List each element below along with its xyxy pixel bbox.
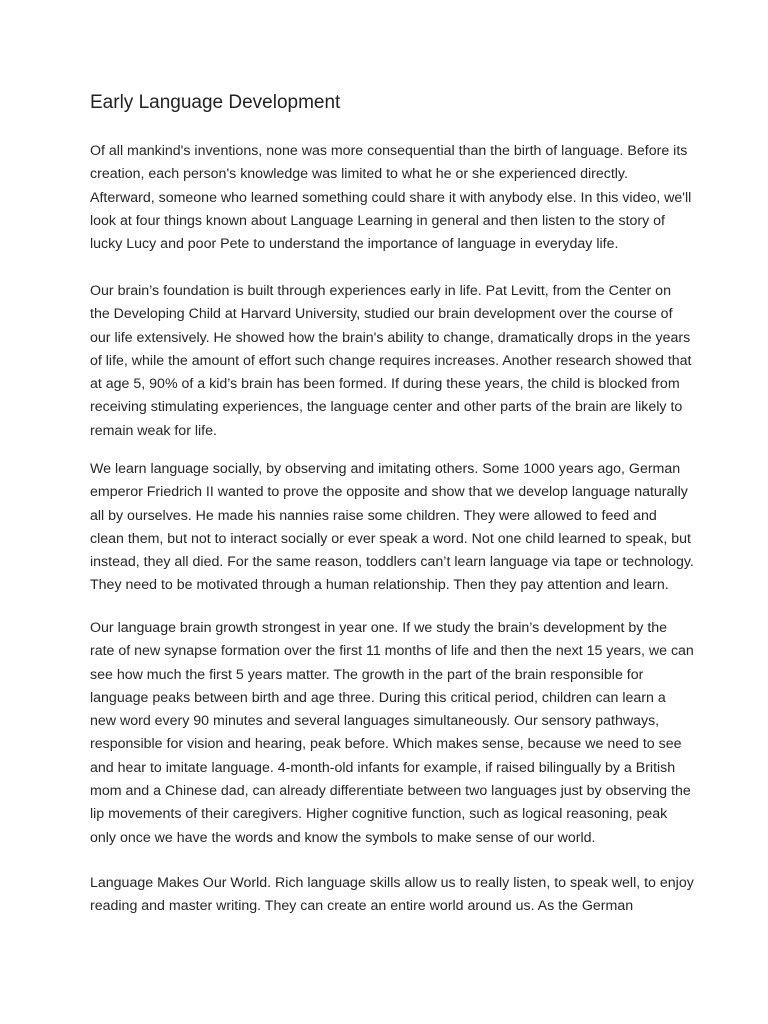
paragraph-line: lucky Lucy and poor Pete to understand the importance of language in everyday life. <box>90 236 619 253</box>
paragraph-line: They need to be motivated through a human relationship. Then they pay attention and learn. <box>90 577 669 594</box>
paragraph-line: remain weak for life. <box>90 422 217 439</box>
paragraph-line: responsible for vision and hearing, peak before. Which makes sense, because we need to see <box>90 736 682 753</box>
paragraph-line: our life extensively. He showed how the brain's ability to change, dramatically drops in the years <box>90 329 691 346</box>
paragraph-line: only once we have the words and know the symbols to make sense of our world. <box>90 829 596 846</box>
paragraph-introduction <box>90 140 691 256</box>
paragraph-line: instead, they all died. For the same reason, toddlers can’t learn language via tape or technology. <box>90 554 694 571</box>
paragraph-line: language peaks between birth and age three. During this critical period, children can learn a <box>90 689 666 706</box>
paragraph-line: all by ourselves. He made his nannies raise some children. They were allowed to feed and <box>90 507 657 524</box>
paragraph-line: see how much the first 5 years matter. The growth in the part of the brain responsible for <box>90 666 644 683</box>
paragraph-brain-foundation <box>90 280 691 443</box>
paragraph-line: We learn language socially, by observing and imitating others. Some 1000 years ago, German <box>90 461 681 477</box>
paragraph-line: at age 5, 90% of a kid’s brain has been formed. If during these years, the child is blocked from <box>90 376 680 393</box>
document-title: Early Language Development <box>90 92 341 113</box>
paragraph-line: Of all mankind's inventions, none was more consequential than the birth of language. Before its <box>90 143 688 159</box>
paragraph-line: Afterward, someone who learned something could share it with anybody else. In this video, we'll <box>90 189 692 206</box>
paragraph-line: and hear to imitate language. 4-month-old infants for example, if raised bilingually by a British <box>90 759 676 776</box>
paragraph-line: reading and master writing. They can create an entire world around us. As the German <box>90 898 634 915</box>
paragraph-social-learning <box>90 458 694 598</box>
paragraph-line: new word every 90 minutes and several languages simultaneously. Our sensory pathways, <box>90 713 660 730</box>
paragraph-line: creation, each person's knowledge was limited to what he or she experienced directly. <box>90 166 628 183</box>
paragraph-line: Our language brain growth strongest in year one. If we study the brain’s development by the <box>90 620 668 636</box>
paragraph-line: of life, while the amount of effort such change requires increases. Another research showed that <box>90 352 692 369</box>
paragraph-line: emperor Friedrich II wanted to prove the opposite and show that we develop language naturally <box>90 484 688 501</box>
paragraph-brain-growth <box>90 617 694 850</box>
paragraph-language-world <box>90 872 694 919</box>
paragraph-line: receiving stimulating experiences, the language center and other parts of the brain are likely to <box>90 399 683 416</box>
paragraph-line: Language Makes Our World. Rich language skills allow us to really listen, to speak well, to enjoy <box>90 875 694 891</box>
paragraph-line: lip movements of their caregivers. Higher cognitive function, such as logical reasoning, peak <box>90 806 668 823</box>
paragraph-line: clean them, but not to interact socially or ever speak a word. Not one child learned to speak, but <box>90 530 691 547</box>
paragraph-line: rate of new synapse formation over the first 11 months of life and then the next 15 years, we can <box>90 643 694 660</box>
paragraph-line: Our brain’s foundation is built through experiences early in life. Pat Levitt, from the Center on <box>90 283 671 299</box>
paragraph-line: look at four things known about Language Learning in general and then listen to the story of <box>90 212 665 229</box>
paragraph-line: mom and a Chinese dad, can already differentiate between two languages just by observing the <box>90 783 691 800</box>
paragraph-line: the Developing Child at Harvard University, studied our brain development over the course of <box>90 306 673 323</box>
